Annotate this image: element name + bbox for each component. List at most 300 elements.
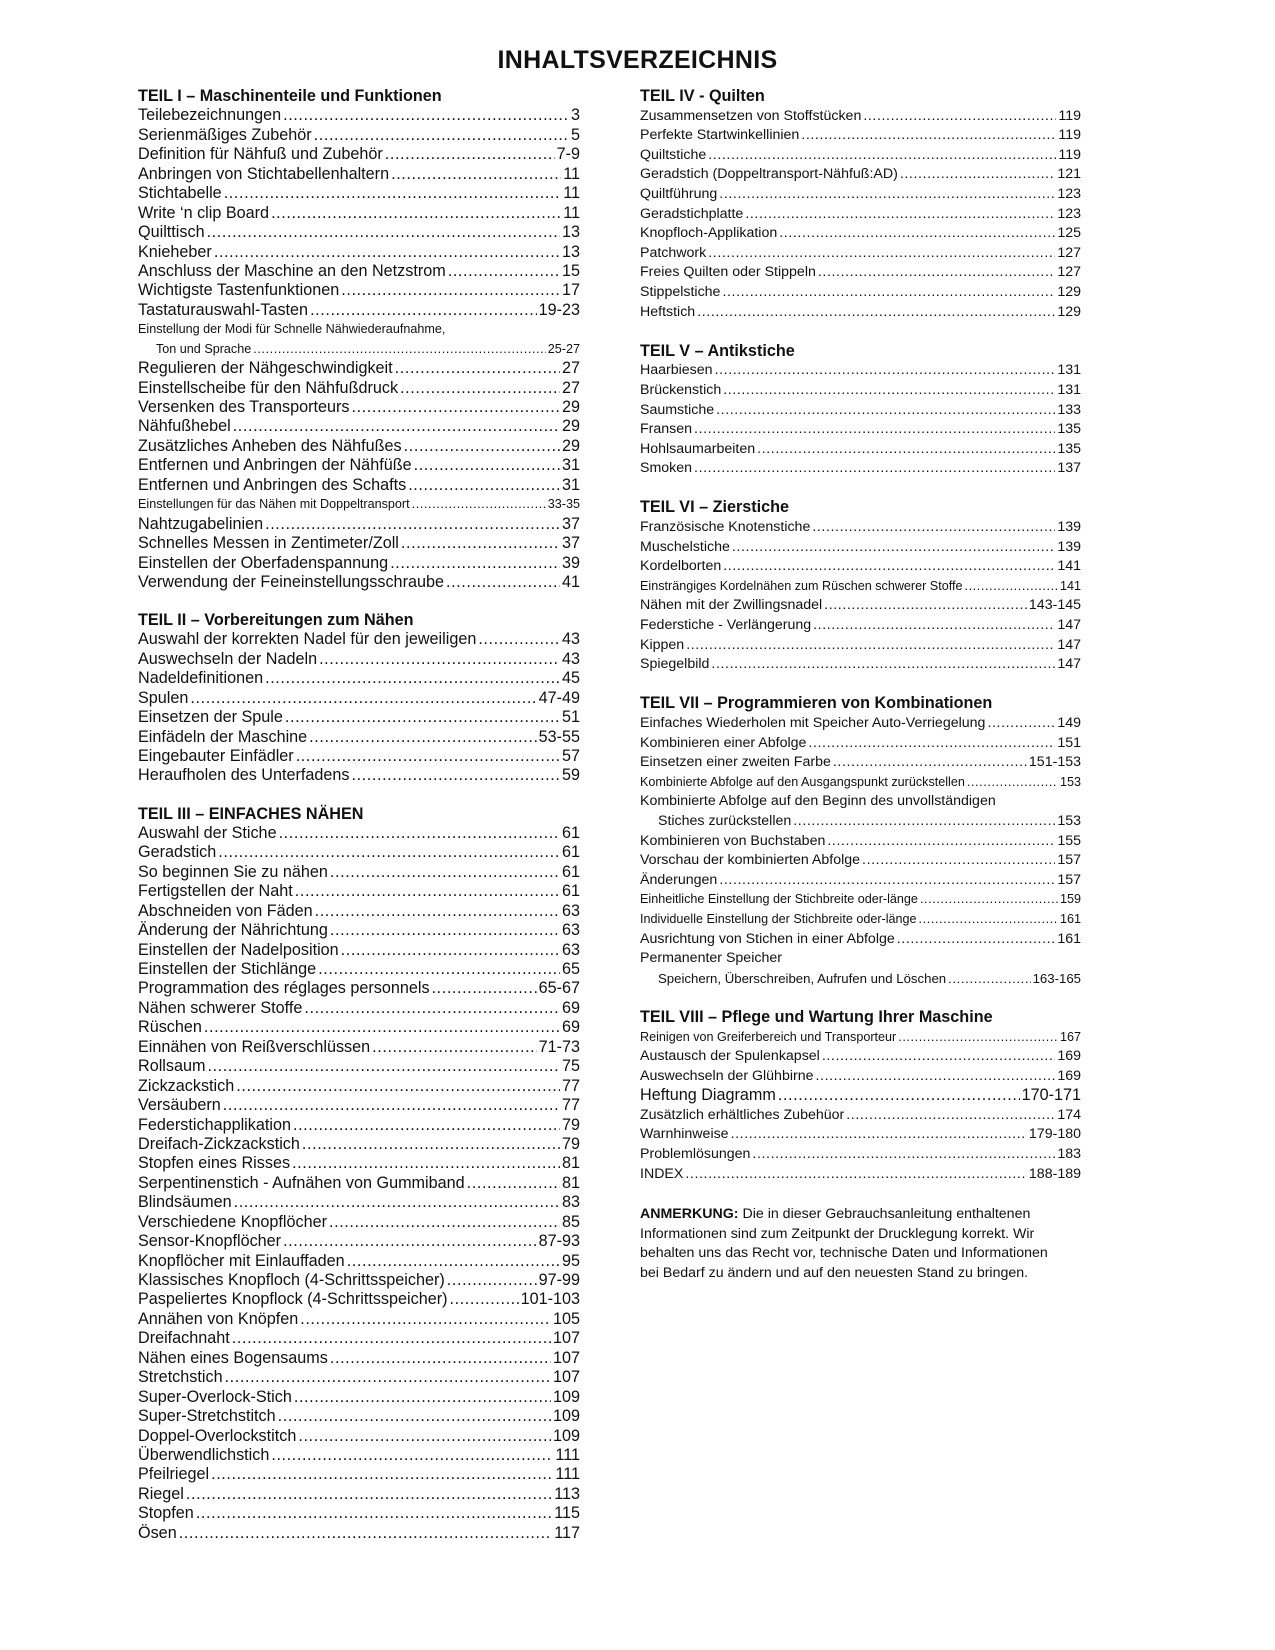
toc-entry-title: Fransen: [640, 421, 693, 438]
toc-entry: [640, 1145, 1081, 1165]
note-line: Die in dieser Gebrauchsanleitung enthaltenen: [738, 1206, 1031, 1222]
dot-leader: [793, 812, 1055, 832]
toc-entry-page: 139: [1057, 538, 1081, 555]
toc-entry: [138, 1524, 580, 1543]
toc-entry: [640, 734, 1081, 754]
toc-entry-page: 3: [570, 106, 580, 125]
toc-entry-title: Auswahl der korrekten Nadel für den jeweiligen: [138, 630, 477, 649]
dot-leader: [408, 476, 560, 495]
dot-leader: [300, 1310, 551, 1329]
toc-entry-title: Anschluss der Maschine an den Netzstrom: [138, 261, 446, 280]
toc-entry: [138, 999, 580, 1018]
toc-entry-page: 127: [1057, 264, 1081, 281]
dot-leader: [319, 650, 560, 669]
toc-entry: [138, 708, 580, 727]
toc-entry-page: 15: [561, 261, 580, 280]
toc-entry-page: 129: [1057, 303, 1081, 320]
dot-leader: [719, 871, 1055, 891]
toc-entry: [138, 515, 580, 534]
toc-entry-title: Einstellscheibe für den Nähfußdruck: [138, 378, 399, 397]
toc-entry-page: 119: [1058, 127, 1081, 144]
toc-entry: [640, 244, 1081, 264]
toc-entry-page: 27: [561, 359, 580, 378]
toc-entry-page: 125: [1057, 225, 1081, 242]
toc-entry: [138, 1193, 580, 1212]
toc-entry-title: Dreifach-Zickzackstich: [138, 1134, 300, 1153]
toc-entry-title: Nadeldefinitionen: [138, 669, 264, 688]
toc-entry: [138, 669, 580, 688]
toc-entry-title: Super-Overlock-Stich: [138, 1387, 292, 1406]
toc-entry-page: 111: [555, 1465, 580, 1484]
toc-entry-title: Serienmäßiges Zubehör: [138, 125, 312, 144]
dot-leader: [779, 224, 1055, 244]
toc-entry-page: 119: [1058, 107, 1081, 124]
toc-entry: [138, 1077, 580, 1096]
toc-entry: [138, 766, 580, 785]
toc-entry-page: 41: [561, 572, 580, 591]
dot-leader: [716, 401, 1055, 421]
toc-entry: [640, 851, 1081, 871]
toc-entry-title: Perfekte Startwinkellinien: [640, 127, 800, 144]
dot-leader: [987, 714, 1055, 734]
toc-entry-title: Verwendung der Feineinstellungsschraube: [138, 572, 444, 591]
dot-leader: [948, 969, 1030, 989]
dot-leader: [304, 999, 560, 1018]
toc-entry-title: Patchwork: [640, 244, 707, 261]
dot-leader: [862, 851, 1055, 871]
toc-entry: [138, 1427, 580, 1446]
dot-leader: [351, 398, 560, 417]
toc-entry-title: Einstellen der Stichlänge: [138, 960, 317, 978]
toc-entry: [138, 1252, 580, 1271]
toc-entry: [138, 1018, 580, 1037]
dot-leader: [708, 146, 1056, 166]
dot-leader: [711, 655, 1055, 675]
toc-entry: [138, 359, 580, 378]
dot-leader: [450, 1290, 519, 1309]
toc-entry-title: Reinigen von Greiferbereich und Transporteur: [640, 1029, 897, 1044]
toc-entry: [138, 243, 580, 262]
toc-entry-page: 69: [561, 998, 580, 1017]
toc-entry: [640, 518, 1081, 538]
dot-leader: [196, 1504, 552, 1523]
entry-list: [640, 518, 1081, 675]
toc-entry-title: Muschelstiche: [640, 538, 730, 555]
dot-leader: [314, 126, 569, 145]
toc-entry: [138, 1388, 580, 1407]
toc-entry-title: Ton und Sprache: [156, 341, 252, 356]
toc-entry-title: Austausch der Spulenkapsel: [640, 1048, 820, 1065]
dot-leader: [292, 1154, 560, 1173]
toc-entry-page: 63: [561, 901, 580, 920]
dot-leader: [179, 1524, 552, 1543]
section-heading: TEIL VIII – Pflege und Wartung Ihrer Maschine: [640, 1007, 993, 1026]
toc-entry-title: Quiltführung: [640, 185, 718, 202]
dot-leader: [271, 1446, 553, 1465]
toc-entry: [138, 728, 580, 747]
toc-entry-page: 31: [561, 475, 580, 494]
toc-entry: [640, 1125, 1081, 1145]
dot-leader: [778, 1086, 1020, 1106]
toc-entry: [138, 1446, 580, 1465]
toc-entry-page: 147: [1057, 656, 1081, 673]
toc-entry: [640, 440, 1081, 460]
toc-entry-page: 43: [561, 649, 580, 668]
toc-entry-title: Hohlsaumarbeiten: [640, 440, 756, 457]
dot-leader: [341, 941, 560, 960]
dot-leader: [294, 1388, 551, 1407]
dot-leader: [801, 126, 1056, 146]
toc-entry-title: Kordelborten: [640, 558, 722, 575]
toc-entry-page: 131: [1057, 381, 1081, 398]
dot-leader: [686, 636, 1055, 656]
toc-entry: [640, 969, 1081, 989]
toc-entry-title: Doppel-Overlockstitch: [138, 1426, 297, 1445]
toc-entry: [138, 960, 580, 979]
toc-entry-title: Kombinierte Abfolge auf den Beginn des unvollständigen: [640, 793, 996, 810]
toc-entry-title: Knieheber: [138, 242, 212, 261]
dot-leader: [204, 1018, 560, 1037]
toc-entry-title: Einsetzen der Spule: [138, 708, 283, 727]
toc-entry: [640, 792, 1081, 812]
dot-leader: [278, 1407, 551, 1426]
dot-leader: [824, 596, 1027, 616]
toc-entry: [138, 843, 580, 862]
note-label: ANMERKUNG:: [640, 1206, 739, 1222]
toc-entry-page: 119: [1058, 146, 1081, 163]
toc-entry: [640, 930, 1081, 950]
toc-entry-page: 139: [1057, 519, 1081, 536]
toc-entry: [640, 557, 1081, 577]
toc-entry: [138, 320, 580, 339]
toc-entry-title: Spiegelbild: [640, 656, 710, 673]
toc-entry-page: 123: [1057, 205, 1081, 222]
toc-entry-title: Nähfußhebel: [138, 417, 231, 436]
toc-entry: [138, 1116, 580, 1135]
dot-leader: [236, 1077, 560, 1096]
toc-entry-page: 45: [561, 669, 580, 688]
toc-entry-title: INDEX: [640, 1165, 684, 1182]
toc-entry-title: Stiches zurückstellen: [658, 812, 792, 829]
toc-entry-title: Federstichapplikation: [138, 1115, 291, 1134]
toc-entry-page: 188-189: [1028, 1165, 1081, 1182]
dot-leader: [467, 1174, 560, 1193]
toc-entry-title: Auswechseln der Nadeln: [138, 649, 318, 668]
toc-entry: [640, 1106, 1081, 1126]
toc-entry-title: Stichtabelle: [138, 184, 222, 203]
toc-entry-page: 95: [561, 1251, 580, 1270]
note-line: behalten uns das Recht vor, technische Daten und Informationen: [640, 1245, 1048, 1262]
toc-entry-page: 159: [1059, 892, 1081, 907]
entry-list: [640, 107, 1081, 323]
toc-entry-title: Quilttisch: [138, 223, 205, 242]
dot-leader: [310, 301, 537, 320]
toc-entry: [138, 1057, 580, 1076]
toc-entry-title: Kombinieren von Buchstaben: [640, 832, 826, 849]
dot-leader: [816, 1067, 1056, 1087]
toc-entry-title: Heraufholen des Unterfadens: [138, 766, 350, 785]
toc-entry-page: 113: [554, 1484, 580, 1503]
entry-list: [138, 630, 580, 786]
dot-leader: [446, 573, 560, 592]
toc-entry-page: 167: [1059, 1029, 1081, 1044]
dot-leader: [478, 630, 560, 649]
toc-entry-page: 29: [561, 436, 580, 455]
toc-entry: [640, 361, 1081, 381]
toc-entry-title: Einnähen von Reißverschlüssen: [138, 1037, 371, 1056]
toc-entry: [640, 107, 1081, 127]
toc-entry-title: Freies Quilten oder Stippeln: [640, 264, 816, 281]
toc-entry-title: Einstellen der Oberfadenspannung: [138, 553, 389, 572]
toc-entry-title: Einheitliche Einstellung der Stichbreite oder-länge: [640, 892, 918, 907]
toc-entry-title: Zusätzlich erhältliches Zubehüor: [640, 1106, 845, 1123]
toc-entry: [640, 1165, 1081, 1185]
toc-entry-title: Heftstich: [640, 303, 696, 320]
toc-entry-page: 157: [1057, 852, 1081, 869]
dot-leader: [967, 773, 1058, 793]
toc-entry-page: 37: [561, 534, 580, 553]
toc-entry-page: 111: [555, 1445, 580, 1464]
dot-leader: [234, 1193, 560, 1212]
toc-entry-page: 147: [1057, 636, 1081, 653]
toc-entry-page: 63: [561, 921, 580, 940]
entry-list: [138, 106, 580, 592]
toc-entry: [640, 459, 1081, 479]
toc-entry-page: 33-35: [547, 497, 580, 512]
entry-list: [640, 714, 1081, 988]
toc-entry: [138, 495, 580, 514]
toc-entry-title: Definition für Nähfuß und Zubehör: [138, 145, 383, 164]
toc-entry: [138, 882, 580, 901]
toc-entry-page: 179-180: [1028, 1126, 1081, 1143]
toc-entry-title: Einsetzen einer zweiten Farbe: [640, 754, 831, 771]
toc-entry: [138, 1213, 580, 1232]
toc-entry-title: Änderung der Nährichtung: [138, 921, 328, 940]
dot-leader: [298, 1427, 551, 1446]
dot-leader: [190, 689, 536, 708]
dot-leader: [330, 1349, 551, 1368]
toc-entry: [640, 538, 1081, 558]
toc-entry-page: 131: [1057, 362, 1081, 379]
note-line: bei Bedarf zu ändern und auf den neuesten Stand zu bringen.: [640, 1264, 1029, 1281]
toc-entry-page: 141: [1059, 578, 1081, 593]
toc-entry-page: 157: [1057, 871, 1081, 888]
dot-leader: [757, 440, 1055, 460]
toc-entry-title: Einstellen der Nadelposition: [138, 940, 339, 959]
toc-entry-page: 161: [1057, 930, 1081, 947]
toc-entry-page: 135: [1057, 440, 1081, 457]
toc-entry: [640, 185, 1081, 205]
dot-leader: [722, 283, 1055, 303]
section-heading: TEIL VII – Programmieren von Kombinationen: [640, 694, 993, 713]
toc-entry-page: 105: [552, 1309, 580, 1328]
toc-entry-title: Anbringen von Stichtabellenhaltern: [138, 164, 390, 183]
toc-entry: [138, 941, 580, 960]
toc-entry-title: Nähen schwerer Stoffe: [138, 998, 303, 1017]
toc-entry: [640, 616, 1081, 636]
dot-leader: [412, 495, 546, 514]
toc-entry-title: Schnelles Messen in Zentimeter/Zoll: [138, 534, 399, 553]
toc-entry-title: Brückenstich: [640, 381, 722, 398]
dot-leader: [347, 1252, 560, 1271]
toc-entry: [138, 1271, 580, 1290]
toc-entry: [138, 437, 580, 456]
toc-entry-page: 107: [552, 1329, 580, 1348]
toc-entry-page: 53-55: [538, 727, 580, 746]
toc-entry-page: 81: [561, 1154, 580, 1173]
toc-entry: [640, 832, 1081, 852]
toc-entry: [640, 303, 1081, 323]
note-paragraph: [640, 1205, 1100, 1283]
toc-entry-title: Dreifachnaht: [138, 1329, 230, 1348]
toc-entry-title: Einfaches Wiederholen mit Speicher Auto-Verriegelung: [640, 715, 986, 731]
toc-entry-page: 11: [563, 164, 580, 183]
dot-leader: [897, 930, 1056, 950]
toc-entry-page: 27: [561, 378, 580, 397]
dot-leader: [752, 1145, 1055, 1165]
toc-entry-title: Rüschen: [138, 1018, 202, 1037]
dot-leader: [723, 381, 1055, 401]
toc-entry-title: Rollsaum: [138, 1057, 206, 1076]
toc-entry-page: 29: [561, 398, 580, 416]
toc-entry: [138, 1290, 580, 1309]
dot-leader: [372, 1038, 536, 1057]
toc-entry-title: Änderungen: [640, 871, 718, 888]
toc-entry-page: 135: [1057, 421, 1081, 438]
toc-entry-page: 5: [570, 125, 580, 144]
dot-leader: [694, 420, 1055, 440]
toc-entry-title: Stretchstich: [138, 1368, 223, 1387]
toc-entry-page: 65-67: [538, 979, 580, 998]
dot-leader: [414, 456, 560, 475]
dot-leader: [719, 185, 1055, 205]
dot-leader: [309, 728, 536, 747]
dot-leader: [808, 734, 1055, 754]
toc-entry-page: 47-49: [538, 688, 580, 707]
entry-list: [640, 361, 1081, 479]
section-heading: TEIL I – Maschinenteile und Funktionen: [138, 87, 442, 105]
toc-entry-page: 127: [1057, 244, 1081, 261]
toc-entry-title: Ausrichtung von Stichen in einer Abfolge: [640, 930, 895, 947]
toc-entry-title: Problemlösungen: [640, 1146, 751, 1163]
toc-entry: [640, 890, 1081, 910]
toc-entry: [138, 1329, 580, 1348]
toc-entry: [138, 1407, 580, 1426]
toc-entry-title: Speichern, Überschreiben, Aufrufen und Löschen: [658, 970, 947, 986]
toc-entry-page: 151-153: [1028, 754, 1081, 771]
toc-entry: [138, 921, 580, 940]
dot-leader: [330, 921, 560, 940]
dot-leader: [265, 515, 560, 534]
toc-entry-page: 151: [1057, 734, 1081, 751]
toc-entry-page: 133: [1057, 401, 1081, 418]
toc-entry: [138, 1232, 580, 1251]
section-heading: TEIL II – Vorbereitungen zum Nähen: [138, 610, 414, 629]
dot-leader: [285, 708, 560, 727]
toc-entry-page: 69: [561, 1018, 580, 1037]
toc-entry-title: Super-Stretchstitch: [138, 1407, 276, 1426]
toc-entry-page: 170-171: [1021, 1086, 1081, 1105]
dot-leader: [401, 534, 560, 553]
toc-entry-page: 65: [561, 960, 580, 978]
dot-leader: [965, 577, 1058, 597]
dot-leader: [390, 554, 560, 573]
toc-entry-page: 183: [1057, 1146, 1081, 1163]
dot-leader: [295, 882, 560, 901]
dot-leader: [265, 669, 560, 688]
toc-entry: [138, 534, 580, 553]
toc-entry: [138, 1174, 580, 1193]
dot-leader: [812, 518, 1055, 538]
toc-entry-title: Teilebezeichnungen: [138, 106, 282, 125]
toc-entry-page: 123: [1057, 185, 1081, 202]
toc-entry: [138, 1038, 580, 1057]
toc-entry: [138, 747, 580, 766]
dot-leader: [233, 417, 560, 436]
toc-entry: [138, 262, 580, 281]
page-title: INHALTSVERZEICHNIS: [497, 46, 778, 74]
dot-leader: [211, 1465, 553, 1484]
section-heading: TEIL IV - Quilten: [640, 87, 765, 105]
toc-entry-page: 149: [1057, 715, 1081, 731]
toc-entry-title: Fertigstellen der Naht: [138, 882, 293, 901]
dot-leader: [341, 281, 560, 300]
toc-entry-page: 39: [561, 553, 580, 572]
dot-leader: [351, 766, 560, 785]
toc-entry: [138, 340, 580, 359]
toc-entry: [640, 263, 1081, 283]
toc-entry: [640, 714, 1081, 734]
toc-entry: [640, 224, 1081, 244]
toc-entry: [138, 863, 580, 882]
toc-entry-title: Write ‘n clip Board: [138, 203, 270, 222]
toc-entry-page: 97-99: [538, 1271, 580, 1289]
dot-leader: [822, 1047, 1056, 1067]
toc-entry: [640, 773, 1081, 793]
toc-entry-title: Klassisches Knopfloch (4-Schrittsspeicher): [138, 1271, 445, 1289]
dot-leader: [898, 1028, 1058, 1048]
toc-entry-page: 37: [561, 514, 580, 533]
toc-entry-page: 57: [561, 747, 580, 766]
toc-section-part6: [640, 498, 1081, 674]
toc-entry-page: 11: [563, 184, 580, 203]
toc-entry-title: Pfeilriegel: [138, 1465, 210, 1484]
toc-entry-title: Auswahl der Stiche: [138, 823, 277, 842]
toc-entry-title: Smoken: [640, 460, 693, 477]
dot-leader: [186, 1485, 552, 1504]
toc-entry-page: 85: [561, 1212, 580, 1231]
dot-leader: [732, 538, 1055, 558]
toc-entry: [138, 902, 580, 921]
dot-leader: [232, 1329, 551, 1348]
section-heading: TEIL VI – Zierstiche: [640, 498, 790, 517]
toc-entry: [138, 1349, 580, 1368]
toc-entry-title: Warnhinweise: [640, 1126, 729, 1143]
toc-entry-title: Federstiche - Verlängerung: [640, 617, 812, 634]
dot-leader: [315, 902, 560, 921]
toc-entry-page: 109: [552, 1407, 580, 1426]
toc-entry-title: Geradstichplatte: [640, 205, 744, 222]
toc-entry-page: 174: [1057, 1106, 1081, 1123]
dot-leader: [745, 205, 1055, 225]
toc-entry: [640, 910, 1081, 930]
dot-leader: [863, 107, 1056, 127]
toc-section-part4: [640, 87, 1081, 322]
toc-entry-page: 13: [561, 242, 580, 261]
toc-entry: [138, 650, 580, 669]
dot-leader: [813, 616, 1055, 636]
dot-leader: [318, 960, 560, 979]
